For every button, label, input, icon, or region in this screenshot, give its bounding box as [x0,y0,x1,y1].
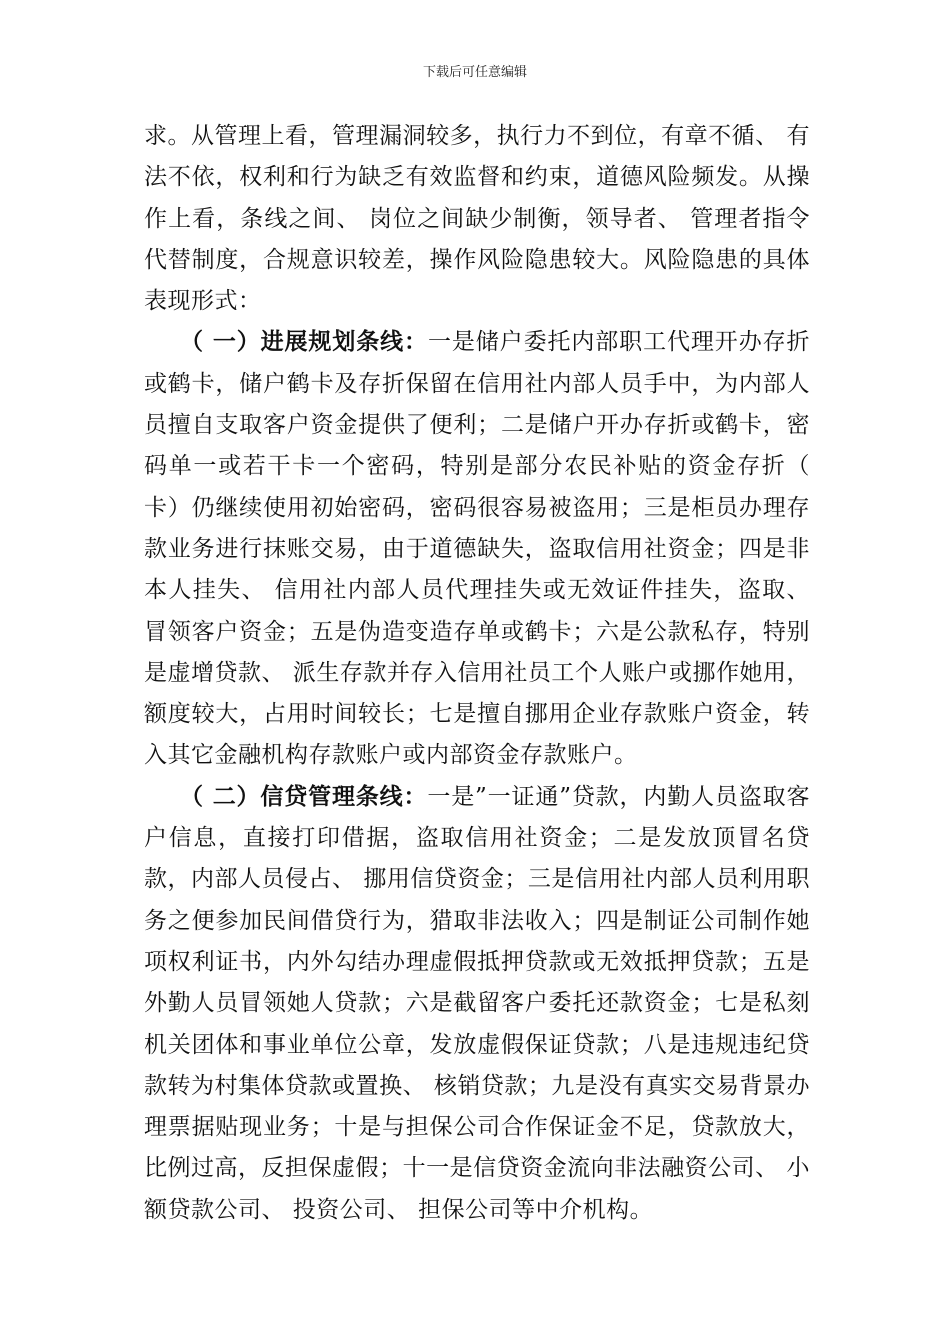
paragraph-text: 一是”一证通”贷款，内勤人员盗取客户信息，直接打印借据，盗取信用社资金；二是发放顶冒名贷款，内部人员侵占、 挪用信贷资金；三是信用社内部人员利用职务之便参加民间借贷行为，猎取非法收入；四是制证公司制作她项权利证书，内外勾结办理虚假抵押贷款或无效抵押贷款；五是外勤人员冒领她人贷款；六是截留客户委托还款资金；七是私刻机关团体和事业单位公章，发放虚假保证贷款；八是违规违纪贷款转为村集体贷款或置换、 核销贷款；九是没有真实交易背景办理票据贴现业务；十是与担保公司合作保证金不足，贷款放大，比例过高，反担保虚假；十一是信贷资金流向非法融资公司、 小额贷款公司、 投资公司、 担保公司等中介机构。 [144,783,810,1223]
section-heading: （ 一）进展规划条线： [180,329,428,356]
paragraph-text: 求。从管理上看，管理漏洞较多，执行力不到位，有章不循、 有法不依，权利和行为缺乏有效监督和约束，道德风险频发。从操作上看，条线之间、 岗位之间缺少制衡，领导者、 管理者指令代替制度，合规意识较差，操作风险隐患较大。风险隐患的具体表现形式： [144,123,810,315]
paragraph-text: 一是储户委托内部职工代理开办存折或鹤卡，储户鹤卡及存折保留在信用社内部人员手中，为内部人员擅自支取客户资金提供了便利；二是储户开办存折或鹤卡，密码单一或若干卡一个密码，特别是部分农民补贴的资金存折（ 卡）仍继续使用初始密码，密码很容易被盗用；三是柜员办理存款业务进行抹账交易，由于道德缺失，盗取信用社资金；四是非本人挂失、 信用社内部人员代理挂失或无效证件挂失，盗取、 冒领客户资金；五是伪造变造存单或鹤卡；六是公款私存，特别是虚增贷款、 派生存款并存入信用社员工个人账户或挪作她用，额度较大，占用时间较长；七是擅自挪用企业存款账户资金，转入其它金融机构存款账户或内部资金存款账户。 [144,329,811,769]
paragraph-section-1 [144,322,810,776]
paragraph-intro [144,116,810,322]
paragraph-section-2 [144,777,810,1231]
page-header: 下载后可任意编辑 [422,65,527,80]
document-body [144,116,810,1231]
section-heading: （ 二）信贷管理条线： [180,783,428,810]
